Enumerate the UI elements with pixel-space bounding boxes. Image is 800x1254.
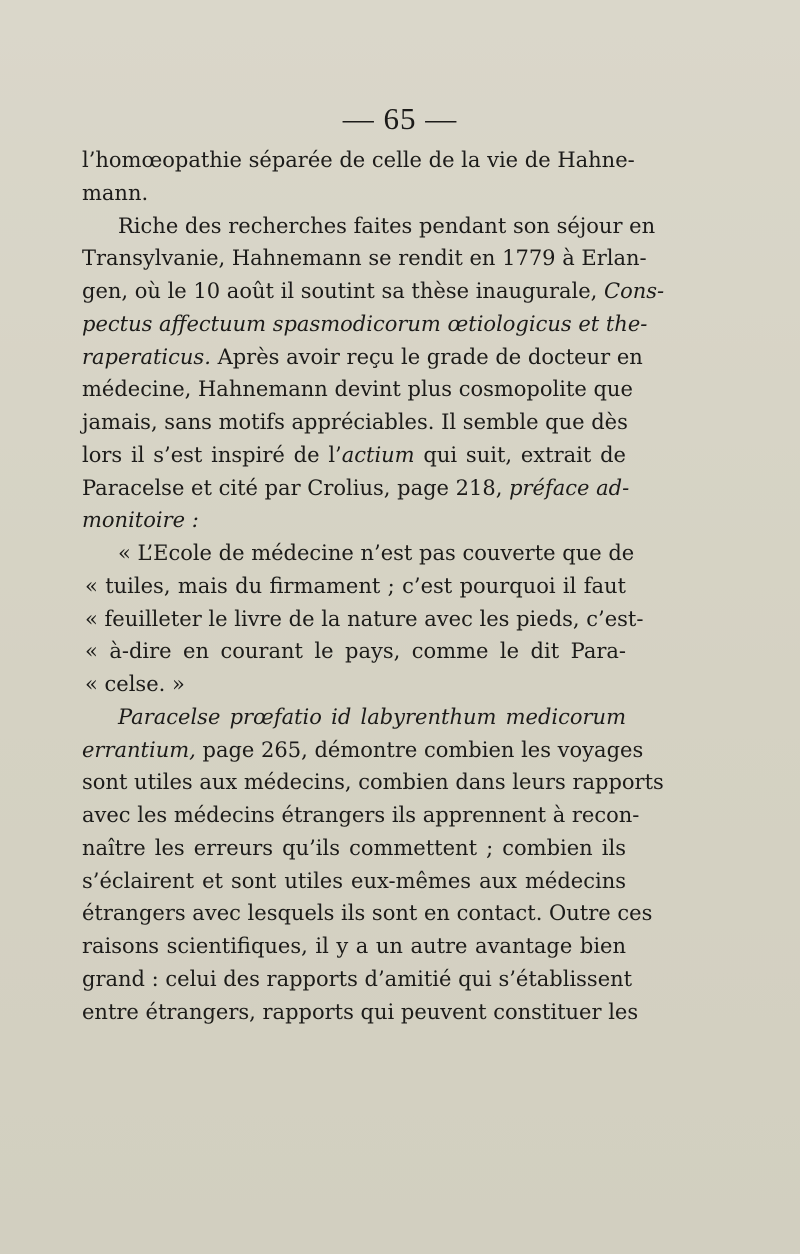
paracelse-title-line: Paracelse prœfatio id labyrenthum medicorum — [118, 704, 626, 729]
thesis-title-line: pectus affectuum spasmodicorum œtiologicus et the- — [82, 311, 648, 336]
text-line-8: médecine, Hahnemann devint plus cosmopolite que — [82, 377, 633, 402]
quote-line-1: « L’Ecole de médecine n’est pas couverte que de — [118, 541, 635, 565]
quote-line-5: « celse. » — [85, 672, 185, 696]
text-line-26: entre étrangers, rapports qui peuvent constituer les — [82, 999, 639, 1024]
text-line-1: l’homœopathie séparée de celle de la vie de Hahne- — [82, 148, 635, 172]
quote-line-3: « feuilleter le livre de la nature avec les pieds, c’est- — [85, 606, 644, 631]
page-number: — 65 — — [342, 101, 458, 136]
paracelse-title-end: errantium, — [82, 737, 196, 762]
text-line-25: grand : celui des rapports d’amitié qui s’établissent — [82, 966, 633, 991]
preface-title-start: préface ad- — [509, 475, 630, 500]
text-line-21: naître les erreurs qu’ils commettent ; combien ils — [82, 835, 626, 860]
text-line-4: Transylvanie, Hahnemann se rendit en 1779 à Erlan- — [82, 246, 647, 271]
thesis-title-end: raperaticus. — [82, 344, 211, 369]
text-line-24: raisons scientifiques, il y a un autre avantage bien — [82, 934, 626, 958]
text-line-18-roman: page 265, démontre combien les voyages — [195, 737, 644, 762]
text-line-7-roman: Après avoir reçu le grade de docteur en — [210, 344, 643, 369]
thesis-title-start: Cons- — [604, 279, 665, 303]
text-line-11 — [82, 472, 630, 505]
text-line-18 — [82, 734, 644, 767]
text-line-10-b: qui suit, extrait de — [414, 442, 626, 467]
text-line-19: sont utiles aux médecins, combien dans leurs rapports — [82, 770, 664, 795]
quote-line-4: « à-dire en courant le pays, comme le dit Para- — [85, 639, 626, 664]
text-line-5 — [82, 275, 665, 308]
actium-word: actium — [341, 442, 415, 467]
text-line-2: mann. — [82, 180, 149, 205]
text-line-9: jamais, sans motifs appréciables. Il semble que dès — [82, 410, 628, 434]
text-line-3: Riche des recherches faites pendant son séjour en — [118, 213, 656, 238]
text-line-5-roman: gen, où le 10 août il soutint sa thèse inaugurale, — [82, 279, 605, 303]
preface-title-end: monitoire : — [82, 508, 199, 533]
text-line-10 — [82, 439, 626, 472]
body-text — [82, 144, 665, 1028]
quote-line-2: « tuiles, mais du firmament ; c’est pourquoi il faut — [85, 573, 626, 598]
text-line-10-a: lors il s’est inspiré de l’ — [82, 442, 342, 467]
text-line-22: s’éclairent et sont utiles eux-mêmes aux médecins — [82, 868, 626, 893]
text-line-23: étrangers avec lesquels ils sont en contact. Outre ces — [82, 901, 653, 926]
text-line-20: avec les médecins étrangers ils apprennent à recon- — [82, 803, 640, 827]
text-line-11-roman: Paracelse et cité par Crolius, page 218, — [82, 475, 510, 500]
text-line-7 — [82, 341, 643, 374]
